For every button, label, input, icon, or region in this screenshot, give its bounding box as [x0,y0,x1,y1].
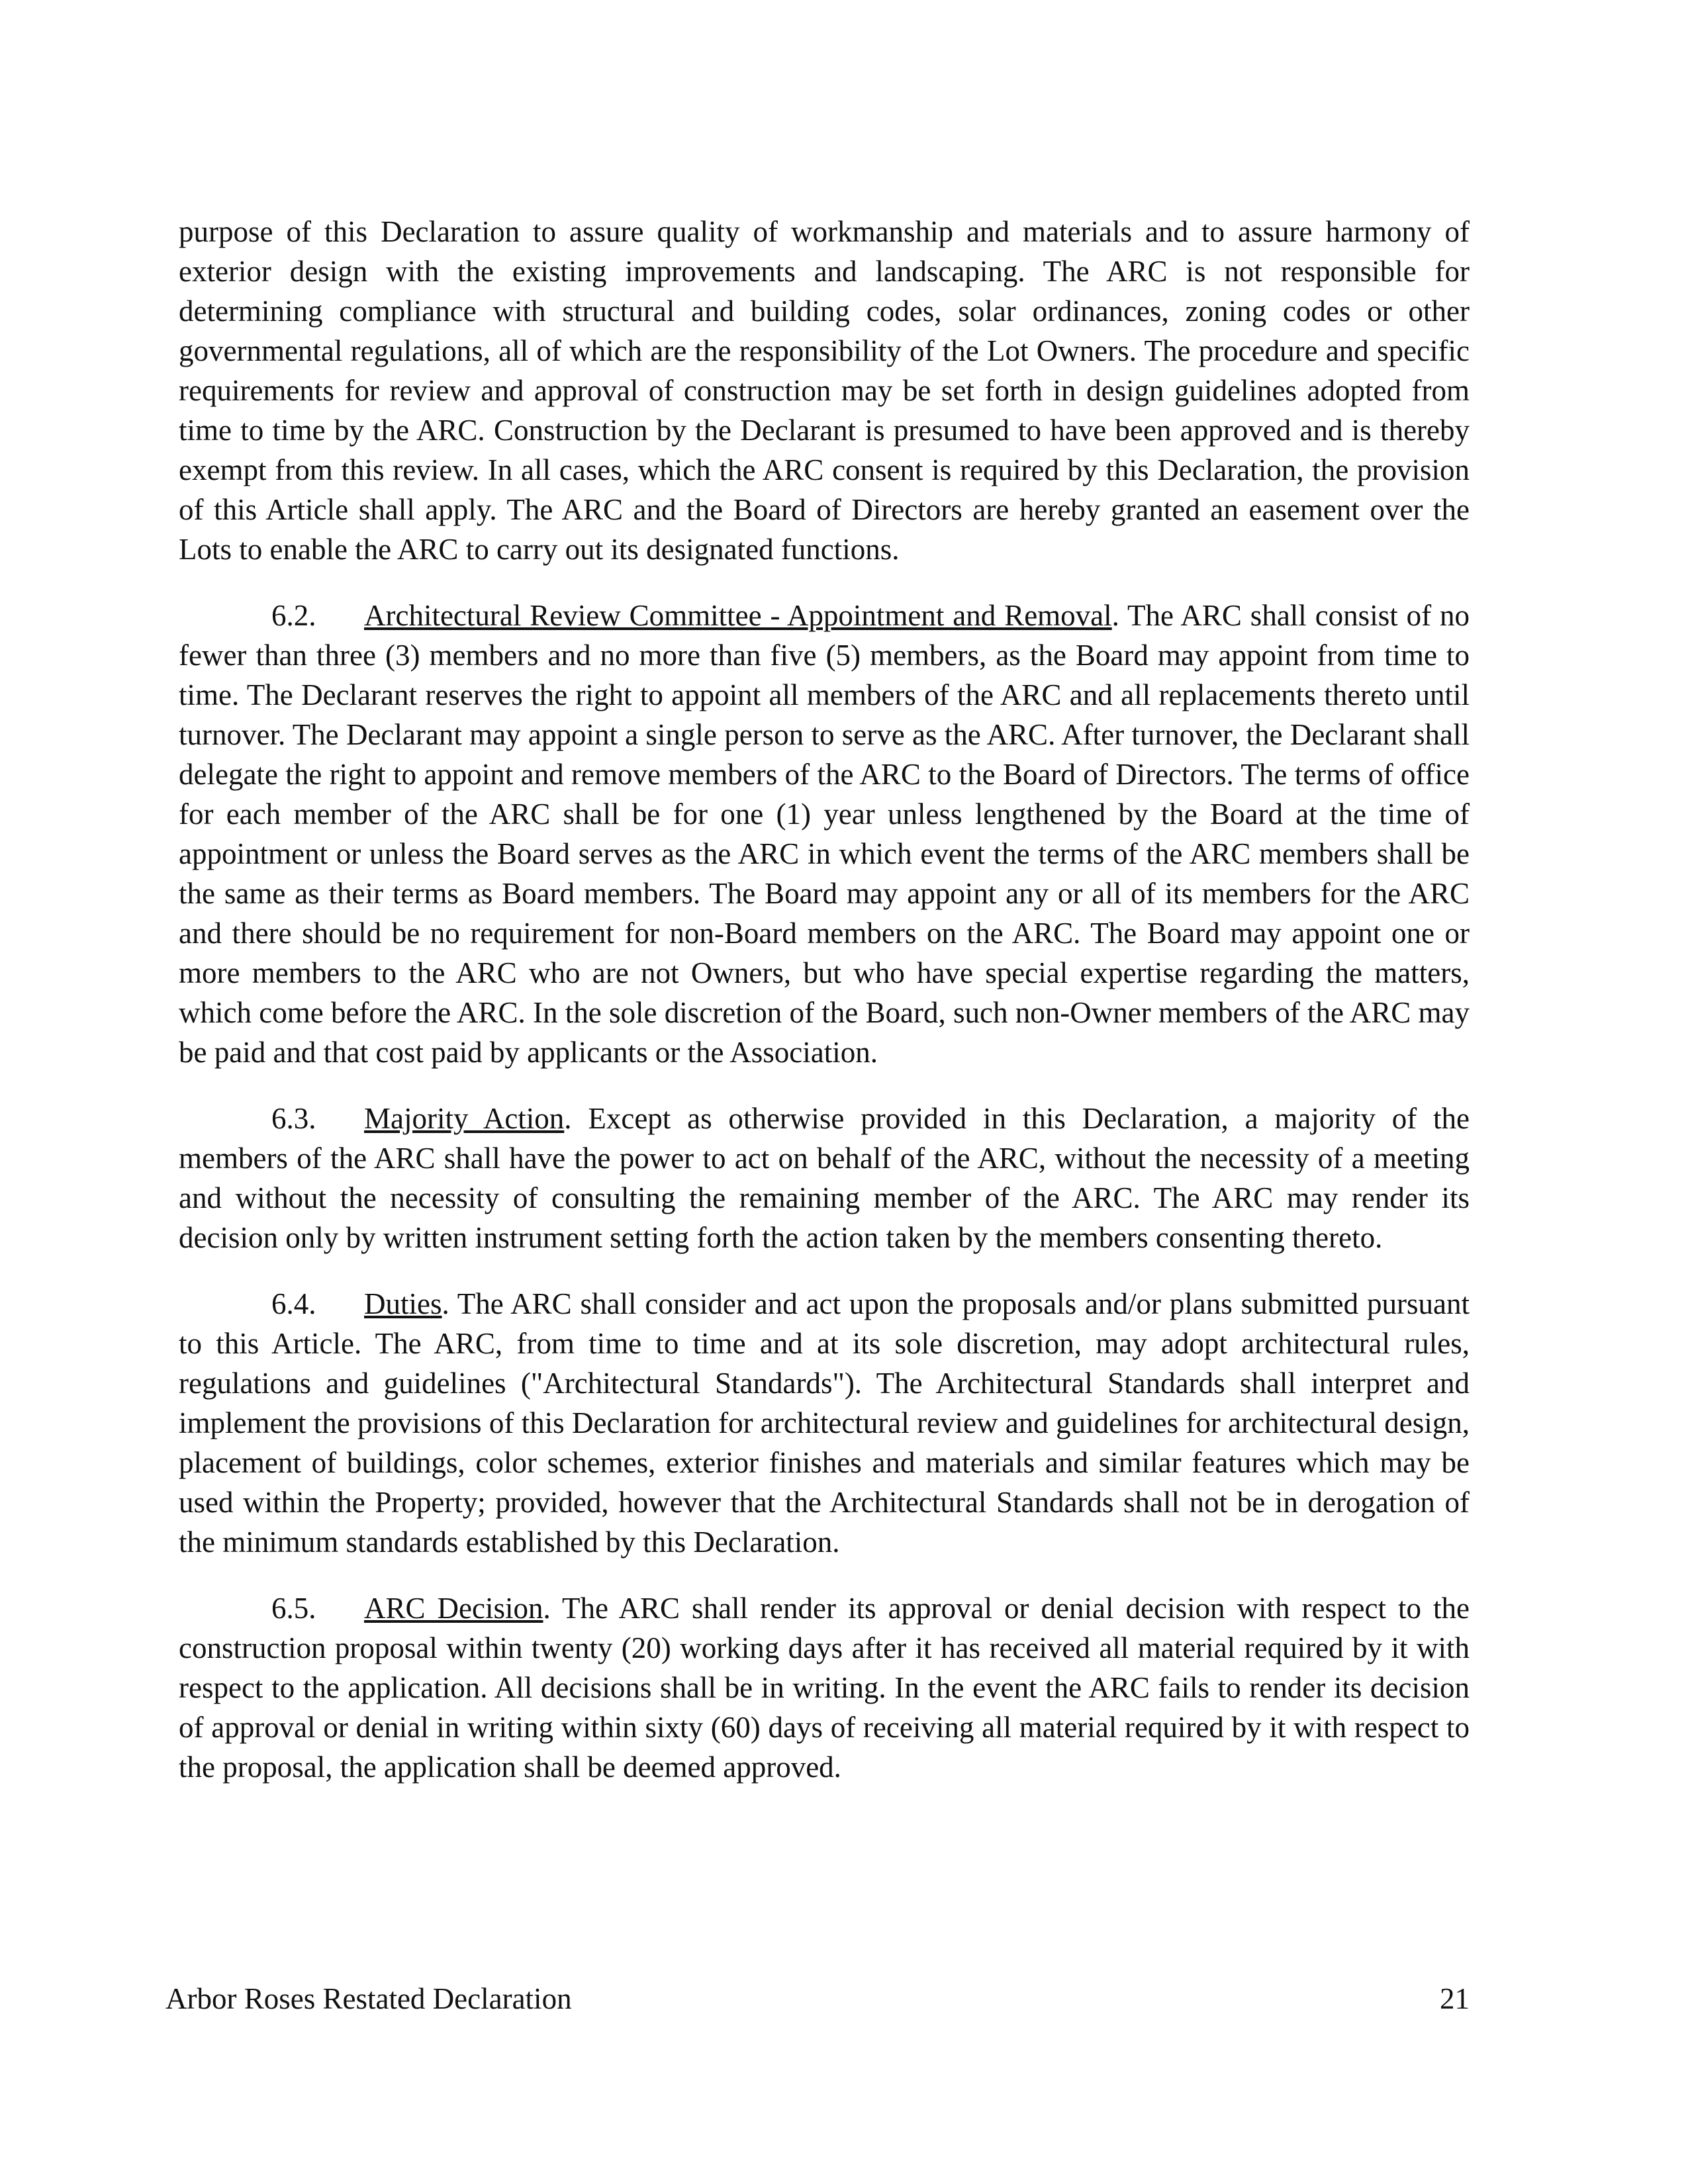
section-text: . Except as otherwise provided in this Declaration, a majority of the members of the ARC shall have the power to act on behalf of the ARC, without the necessity of a meeting and without the necessity of consulting the remaining member of the ARC. The ARC may render its decision only by written instrument setting forth the action taken by the members consenting thereto. [179,1102,1470,1254]
section-text: . The ARC shall consider and act upon the proposals and/or plans submitted pursuant to this Article. The ARC, from time to time and at its sole discretion, may adopt architectural rules, regulations and guidelines ("Architectural Standards"). The Architectural Standards shall interpret and implement the provisions of this Declaration for architectural review and guidelines for architectural design, placement of buildings, color schemes, exterior finishes and materials and similar features which may be used within the Property; provided, however that the Architectural Standards shall not be in derogation of the minimum standards established by this Declaration. [179,1287,1470,1559]
section-number: 6.4. [271,1287,316,1320]
section-number: 6.5. [271,1592,316,1625]
section-heading: Duties [364,1287,442,1320]
document-body [179,212,1470,1813]
section-text: . The ARC shall render its approval or denial decision with respect to the construction proposal within twenty (20) working days after it has received all material required by it with respect to the application. All decisions shall be in writing. In the event the ARC fails to render its decision of approval or denial in writing within sixty (60) days of receiving all material required by it with respect to the proposal, the application shall be deemed approved. [179,1592,1470,1784]
section-heading: Majority Action [364,1102,565,1135]
footer-document-title: Arbor Roses Restated Declaration [165,1982,572,2015]
section-6-2 [179,596,1470,1072]
section-heading: ARC Decision [364,1592,543,1625]
section-6-3 [179,1099,1470,1257]
footer-page-number: 21 [1440,1982,1470,2015]
section-heading: Architectural Review Committee - Appointment and Removal [364,599,1112,632]
intro-paragraph: purpose of this Declaration to assure quality of workmanship and materials and to assure harmony of exterior design with the existing improvements and landscaping. The ARC is not responsible for determining compliance with structural and building codes, solar ordinances, zoning codes or other governmental regulations, all of which are the responsibility of the Lot Owners. The procedure and specific requirements for review and approval of construction may be set forth in design guidelines adopted from time to time by the ARC. Construction by the Declarant is presumed to have been approved and is thereby exempt from this review. In all cases, which the ARC consent is required by this Declaration, the provision of this Article shall apply. The ARC and the Board of Directors are hereby granted an easement over the Lots to enable the ARC to carry out its designated functions. [179,215,1470,566]
section-number: 6.2. [271,599,316,632]
page-footer [165,1979,1470,2019]
section-6-5 [179,1588,1470,1787]
section-number: 6.3. [271,1102,316,1135]
section-text: . The ARC shall consist of no fewer than three (3) members and no more than five (5) members, as the Board may appoint from time to time. The Declarant reserves the right to appoint all members of the ARC and all replacements thereto until turnover. The Declarant may appoint a single person to serve as the ARC. After turnover, the Declarant shall delegate the right to appoint and remove members of the ARC to the Board of Directors. The terms of office for each member of the ARC shall be for one (1) year unless lengthened by the Board at the time of appointment or unless the Board serves as the ARC in which event the terms of the ARC members shall be the same as their terms as Board members. The Board may appoint any or all of its members for the ARC and there should be no requirement for non-Board members on the ARC. The Board may appoint one or more members to the ARC who are not Owners, but who have special expertise regarding the matters, which come before the ARC. In the sole discretion of the Board, such non-Owner members of the ARC may be paid and that cost paid by applicants or the Association. [179,599,1470,1069]
section-6-4 [179,1284,1470,1562]
